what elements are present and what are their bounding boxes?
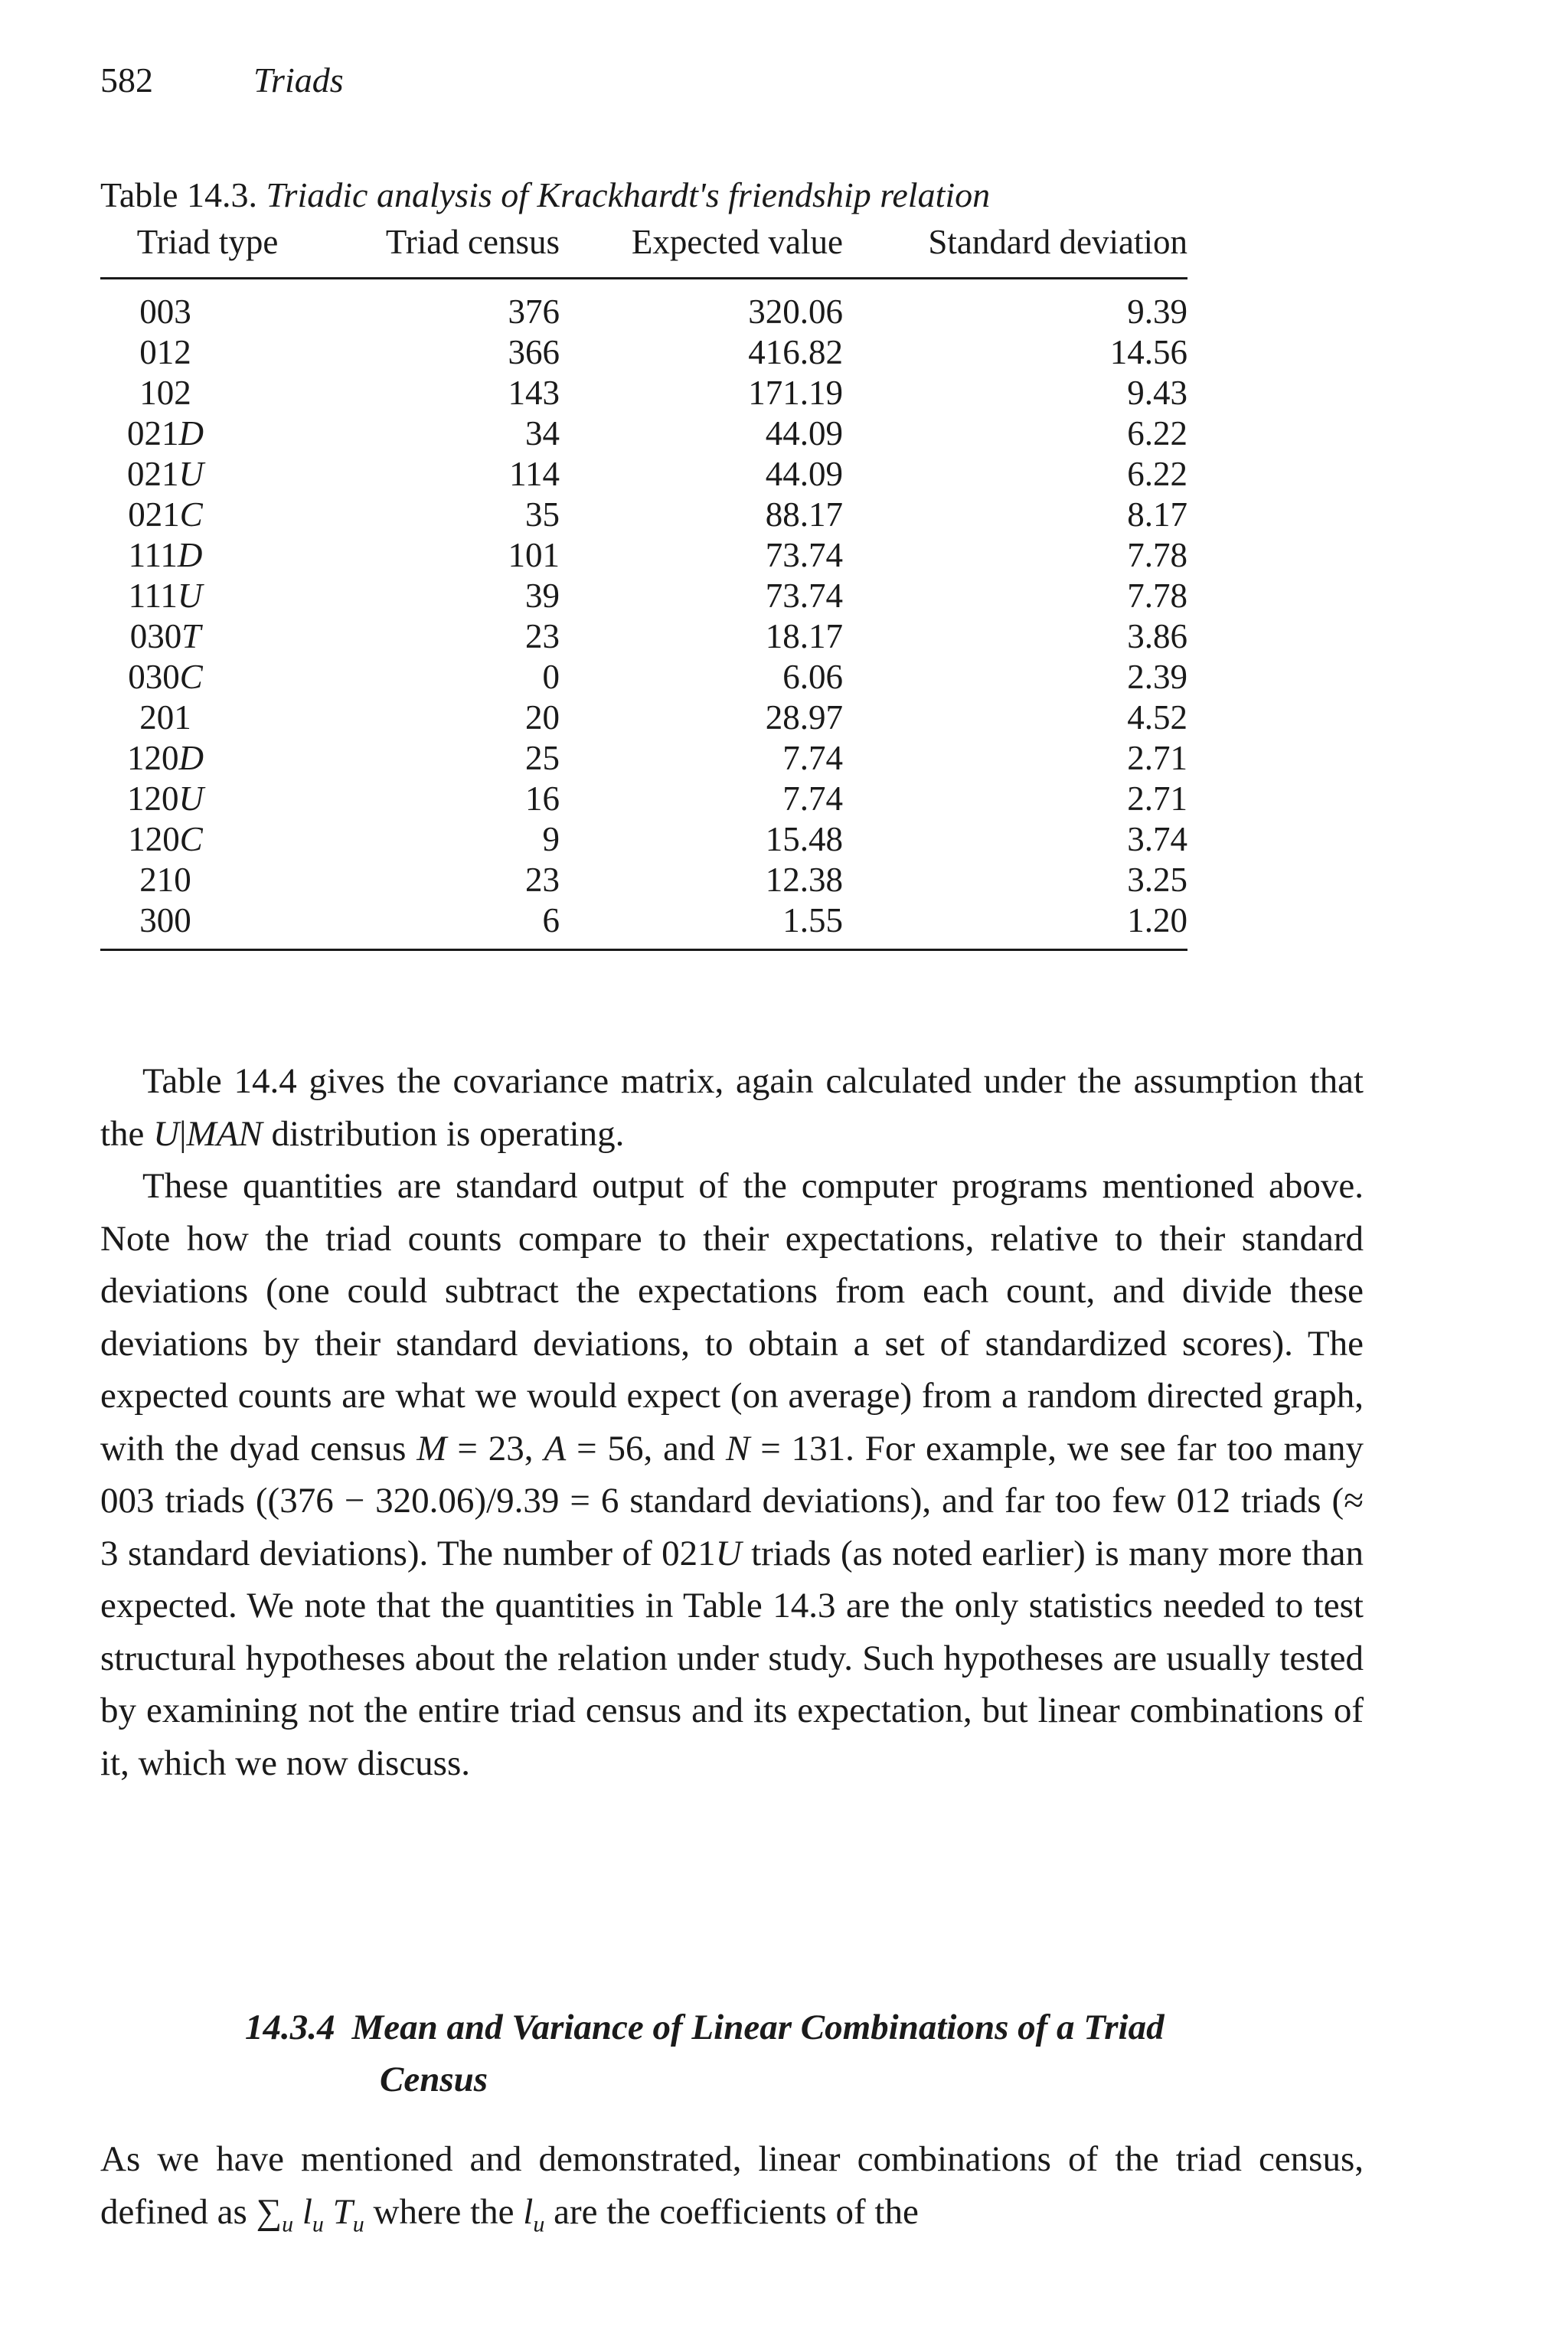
cell-triad-census: 23 (525, 861, 560, 899)
cell-standard-deviation: 7.78 (1127, 577, 1187, 615)
table-caption-label: Table 14.3. (100, 175, 258, 214)
cell-triad-census: 114 (509, 455, 560, 493)
table-row (100, 279, 1187, 333)
table-row (100, 860, 1187, 900)
cell-triad-census: 143 (508, 374, 560, 412)
cell-triad-census: 34 (525, 414, 560, 452)
cell-expected-value: 171.19 (748, 374, 843, 412)
cell-expected-value: 15.48 (765, 820, 843, 858)
cell-triad-census: 25 (525, 739, 560, 777)
cell-standard-deviation: 4.52 (1127, 698, 1187, 737)
col-header-standard-deviation: Standard deviation (843, 222, 1187, 279)
paragraph-3: As we have mentioned and demonstrated, linear combinations of the triad census, defined as $\sum_u$ $l_u$ $T_u$ where the $l_u$ are the coefficients of the (100, 2139, 1364, 2236)
table-row (100, 373, 1187, 413)
triad-census-table (100, 222, 1187, 951)
cell-triad-type (100, 279, 315, 333)
table-row (100, 698, 1187, 738)
section-title-line-2: Census (380, 2060, 488, 2099)
table-row (100, 332, 1187, 373)
cell-triad-type (100, 779, 315, 819)
triad-type-label: 021D (127, 414, 204, 452)
cell-expected-value: 73.74 (765, 536, 843, 574)
triad-type-label: 120C (128, 820, 203, 858)
cell-triad-type (100, 616, 315, 657)
cell-triad-type (100, 413, 315, 454)
triad-type-label: 120U (127, 779, 204, 818)
triad-type-label: 030T (129, 617, 201, 655)
col-header-expected-value: Expected value (560, 222, 843, 279)
table-header-row (100, 222, 1187, 279)
paragraph-1: Table 14.4 gives the covariance matrix, again calculated under the assumption that the U|MAN distribution is operating. (100, 1061, 1364, 1154)
cell-expected-value: 18.17 (765, 617, 843, 655)
cell-triad-type (100, 454, 315, 495)
table-row (100, 454, 1187, 495)
section-heading (245, 2001, 1393, 2106)
cell-triad-type (100, 738, 315, 779)
cell-standard-deviation: 6.22 (1127, 414, 1187, 452)
triad-type-label: 102 (139, 374, 191, 412)
triad-type-label: 012 (139, 333, 191, 371)
triad-type-label: 030C (128, 658, 203, 696)
cell-expected-value: 12.38 (765, 861, 843, 899)
triad-type-label: 300 (139, 901, 191, 939)
cell-triad-type (100, 819, 315, 860)
table-caption (100, 175, 990, 215)
table-caption-title: Triadic analysis of Krackhardt's friendship relation (266, 175, 991, 214)
cell-triad-type (100, 657, 315, 698)
cell-triad-census: 0 (542, 658, 560, 696)
cell-standard-deviation: 7.78 (1127, 536, 1187, 574)
cell-standard-deviation: 2.71 (1127, 739, 1187, 777)
cell-triad-census: 35 (525, 495, 560, 534)
cell-standard-deviation: 14.56 (1109, 333, 1187, 371)
cell-expected-value: 7.74 (782, 779, 843, 818)
triad-type-label: 021C (128, 495, 203, 534)
cell-expected-value: 28.97 (765, 698, 843, 737)
cell-triad-type (100, 698, 315, 738)
cell-triad-type (100, 495, 315, 535)
section-title-line-1: Mean and Variance of Linear Combinations of a Triad (351, 2008, 1165, 2047)
body-text-continued (100, 2133, 1364, 2250)
body-text (100, 1055, 1364, 1789)
cell-triad-type (100, 373, 315, 413)
triad-type-label: 111D (128, 536, 203, 574)
paragraph-2: These quantities are standard output of the computer programs mentioned above. Note how the triad counts compare to their expectations, relative to their standard deviations (one could subtract the expectations from each count, and divide these deviations by their standard deviations, to obtain a set of standardized scores). The expected counts are what we would expect (on average) from a random directed graph, with the dyad census M = 23, A = 56, and N = 131. For example, we see far too many 003 triads ((376 − 320.06)/9.39 = 6 standard deviations), and far too few 012 triads (≈ 3 standard deviations). The number of 021U triads (as noted earlier) is many more than expected. We note that the quantities in Table 14.3 are the only statistics needed to test structural hypotheses about the relation under study. Such hypotheses are usually tested by examining not the entire triad census and its expectation, but linear combinations of it, which we now discuss. (100, 1166, 1364, 1783)
cell-expected-value: 88.17 (765, 495, 843, 534)
cell-triad-census: 101 (508, 536, 560, 574)
cell-triad-type (100, 332, 315, 373)
cell-expected-value: 44.09 (765, 455, 843, 493)
cell-standard-deviation: 9.39 (1127, 292, 1187, 331)
cell-triad-type (100, 576, 315, 616)
cell-expected-value: 320.06 (748, 292, 843, 331)
cell-standard-deviation: 1.20 (843, 900, 1187, 950)
cell-triad-census: 9 (542, 820, 560, 858)
cell-triad-census: 20 (525, 698, 560, 737)
table-row (100, 779, 1187, 819)
col-header-triad-type: Triad type (100, 222, 315, 279)
table-row (100, 738, 1187, 779)
cell-expected-value: 7.74 (782, 739, 843, 777)
table-row (100, 657, 1187, 698)
table-row (100, 495, 1187, 535)
triad-type-label: 210 (139, 861, 191, 899)
table-row (100, 413, 1187, 454)
cell-triad-census: 16 (525, 779, 560, 818)
table-row (100, 819, 1187, 860)
triad-type-label: 021U (127, 455, 204, 493)
cell-expected-value: 44.09 (765, 414, 843, 452)
running-title: Triads (253, 60, 344, 100)
cell-standard-deviation: 3.86 (1127, 617, 1187, 655)
table-row (100, 535, 1187, 576)
cell-triad-type (100, 535, 315, 576)
cell-triad-census: 366 (508, 333, 560, 371)
cell-expected-value: 1.55 (560, 900, 843, 950)
col-header-triad-census: Triad census (315, 222, 560, 279)
cell-triad-census: 6 (315, 900, 560, 950)
running-head (100, 60, 344, 100)
triad-type-label: 003 (139, 292, 191, 331)
cell-standard-deviation: 2.71 (1127, 779, 1187, 818)
table-body (100, 279, 1187, 950)
cell-triad-type (100, 900, 315, 950)
cell-standard-deviation: 9.43 (1127, 374, 1187, 412)
cell-triad-census: 39 (525, 577, 560, 615)
table-row (100, 900, 1187, 950)
cell-triad-census: 23 (525, 617, 560, 655)
cell-standard-deviation: 6.22 (1127, 455, 1187, 493)
triad-type-label: 111U (128, 577, 203, 615)
cell-standard-deviation: 8.17 (1127, 495, 1187, 534)
cell-expected-value: 73.74 (765, 577, 843, 615)
cell-triad-type (100, 860, 315, 900)
cell-standard-deviation: 3.74 (1127, 820, 1187, 858)
triad-type-label: 120D (127, 739, 204, 777)
triad-type-label: 201 (139, 698, 191, 737)
cell-standard-deviation: 3.25 (1127, 861, 1187, 899)
page-number: 582 (100, 60, 153, 100)
table-row (100, 576, 1187, 616)
cell-standard-deviation: 2.39 (1127, 658, 1187, 696)
cell-expected-value: 6.06 (782, 658, 843, 696)
table-row (100, 616, 1187, 657)
cell-expected-value: 416.82 (748, 333, 843, 371)
section-number: 14.3.4 (245, 2008, 335, 2047)
cell-triad-census: 376 (508, 292, 560, 331)
